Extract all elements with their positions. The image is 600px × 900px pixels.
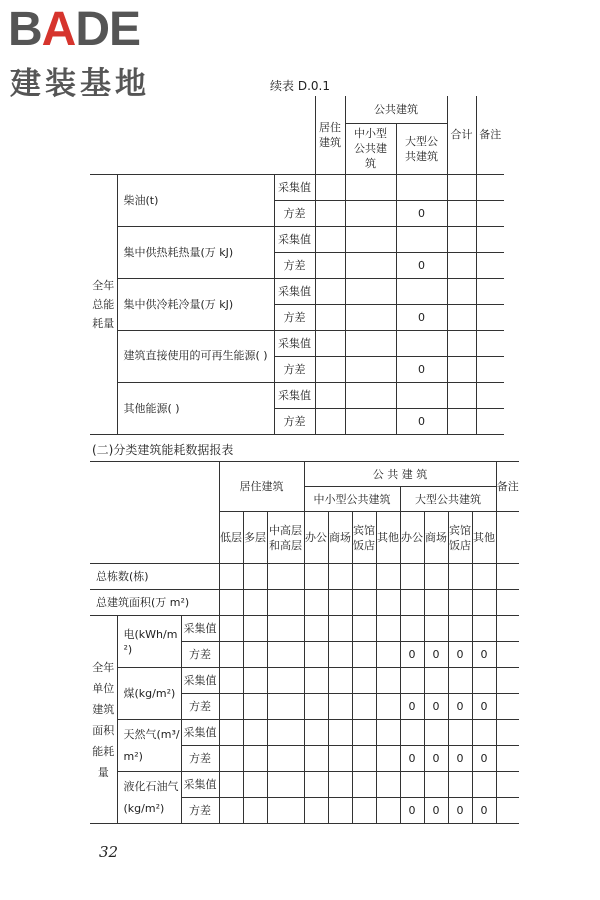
cell-value: 0 — [400, 642, 424, 668]
row-label: 柴油(t) — [117, 174, 274, 226]
col-public: 公共建筑 — [345, 96, 447, 123]
bade-logo — [8, 3, 188, 106]
row-label: 天然气(m³/m²) — [117, 720, 181, 772]
col-low: 低层 — [219, 512, 243, 564]
cell-value: 0 — [472, 798, 496, 824]
cell-value: 0 — [396, 304, 447, 330]
cell-value: 0 — [424, 798, 448, 824]
col-public: 公 共 建 筑 — [304, 462, 496, 487]
section-title: (二)分类建筑能耗数据报表 — [92, 443, 234, 457]
cell-value: 0 — [396, 408, 447, 434]
row-label: 其他能源( ) — [117, 382, 274, 434]
collect-label: 采集值 — [274, 226, 315, 252]
cell-value: 0 — [424, 746, 448, 772]
cell-value: 0 — [400, 694, 424, 720]
cell-value: 0 — [448, 798, 472, 824]
col-mall: 商场 — [424, 512, 448, 564]
cell-value: 0 — [396, 252, 447, 278]
collect-label: 采集值 — [274, 382, 315, 408]
variance-label: 方差 — [274, 356, 315, 382]
row-label: 建筑直接使用的可再生能源( ) — [117, 330, 274, 382]
cell-value: 0 — [472, 746, 496, 772]
row-label: 电(kWh/m²) — [117, 616, 181, 668]
row-label: 集中供热耗热量(万 kJ) — [117, 226, 274, 278]
cell-value: 0 — [400, 798, 424, 824]
collect-label: 采集值 — [274, 174, 315, 200]
col-residential: 居住建筑 — [219, 462, 304, 512]
col-mall: 商场 — [328, 512, 352, 564]
collect-label: 采集值 — [181, 772, 219, 798]
row-label: 集中供冷耗冷量(万 kJ) — [117, 278, 274, 330]
col-remarks: 备注 — [496, 462, 519, 512]
table-caption: 续表 D.0.1 — [270, 79, 330, 93]
row-label: 液化石油气(kg/m²) — [117, 772, 181, 824]
col-total: 合计 — [447, 96, 476, 174]
collect-label: 采集值 — [274, 330, 315, 356]
variance-label: 方差 — [274, 408, 315, 434]
variance-label: 方差 — [181, 642, 219, 668]
group-label: 全年总能耗量 — [90, 174, 117, 434]
page-number: 32 — [99, 843, 119, 861]
variance-label: 方差 — [274, 252, 315, 278]
cell-value: 0 — [472, 642, 496, 668]
cell-value: 0 — [448, 642, 472, 668]
row-area: 总建筑面积(万 m²) — [90, 590, 219, 616]
col-office: 办公 — [304, 512, 328, 564]
col-residential: 居住建筑 — [315, 96, 345, 174]
variance-label: 方差 — [274, 200, 315, 226]
cell-value: 0 — [396, 200, 447, 226]
cell-value: 0 — [424, 642, 448, 668]
group-label: 全年单位建筑面积能耗量 — [90, 616, 117, 824]
cell-value: 0 — [448, 694, 472, 720]
cell-value: 0 — [400, 746, 424, 772]
col-small-medium: 中小型公共建筑 — [345, 123, 396, 174]
variance-label: 方差 — [181, 746, 219, 772]
cell-value: 0 — [396, 356, 447, 382]
col-large: 大型公共建筑 — [400, 487, 496, 512]
col-hotel: 宾馆饭店 — [448, 512, 472, 564]
cell-value: 0 — [424, 694, 448, 720]
cell-value: 0 — [448, 746, 472, 772]
col-mid-high: 中高层和高层 — [267, 512, 304, 564]
col-other: 其他 — [472, 512, 496, 564]
collect-label: 采集值 — [181, 616, 219, 642]
col-other: 其他 — [376, 512, 400, 564]
collect-label: 采集值 — [181, 720, 219, 746]
collect-label: 采集值 — [274, 278, 315, 304]
logo-subtitle: 建装基地 — [10, 66, 150, 102]
collect-label: 采集值 — [181, 668, 219, 694]
variance-label: 方差 — [181, 798, 219, 824]
variance-label: 方差 — [181, 694, 219, 720]
col-hotel: 宾馆饭店 — [352, 512, 376, 564]
col-small-medium: 中小型公共建筑 — [304, 487, 400, 512]
table-energy-classified — [90, 461, 519, 824]
cell-value: 0 — [472, 694, 496, 720]
logo-brand: BADE — [8, 3, 141, 56]
col-remarks: 备注 — [476, 96, 504, 174]
row-count: 总栋数(栋) — [90, 564, 219, 590]
col-office: 办公 — [400, 512, 424, 564]
col-large: 大型公共建筑 — [396, 123, 447, 174]
col-multi: 多层 — [243, 512, 267, 564]
row-label: 煤(kg/m²) — [117, 668, 181, 720]
table-energy-total — [90, 96, 504, 435]
variance-label: 方差 — [274, 304, 315, 330]
